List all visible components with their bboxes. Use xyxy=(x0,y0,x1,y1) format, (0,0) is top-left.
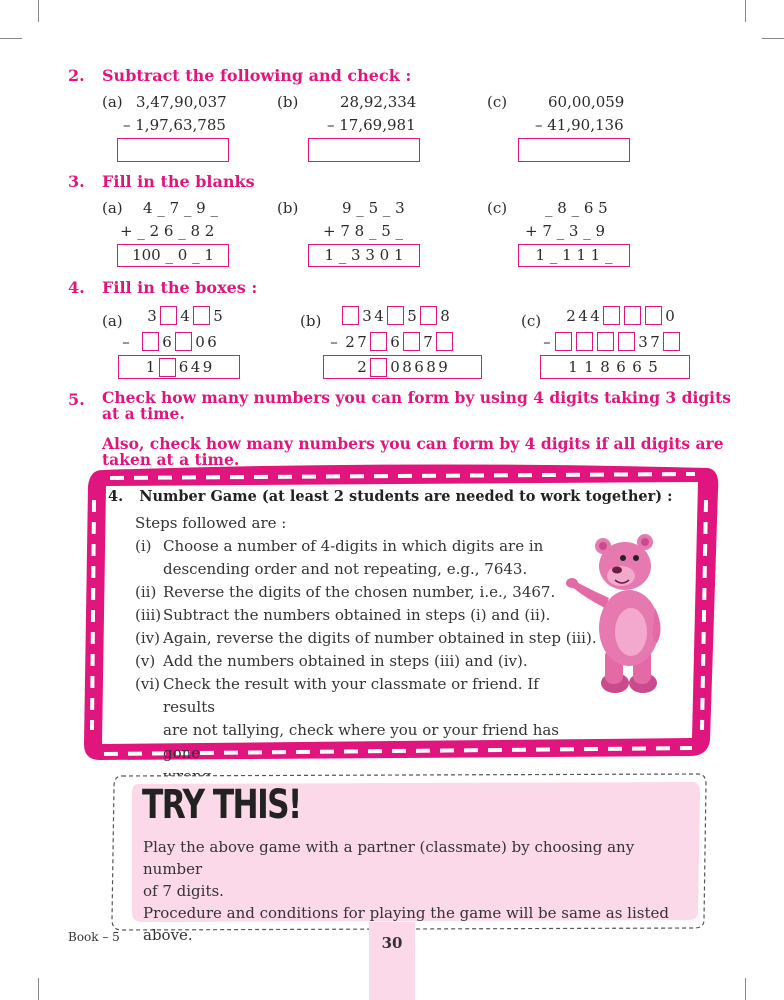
digit: 0 xyxy=(390,358,400,376)
item-label: (a) xyxy=(102,93,123,111)
step-label: (v) xyxy=(135,652,156,670)
addend-top: 4 _ 7 _ 9 _ xyxy=(143,199,218,217)
blank-box[interactable] xyxy=(160,306,177,325)
step-item xyxy=(135,650,585,673)
blank-box[interactable] xyxy=(624,306,641,325)
digit: 6 xyxy=(616,358,630,376)
try-this-line: Procedure and conditions for playing the game will be same as listed xyxy=(143,904,669,922)
blank-box[interactable] xyxy=(436,332,453,351)
question-line: at a time. xyxy=(102,404,185,423)
step-item xyxy=(135,627,597,650)
question-line: Also, check how many numbers you can form by 4 digits if all digits are xyxy=(102,434,724,453)
blank-box[interactable] xyxy=(597,332,614,351)
digit: 9 xyxy=(202,358,213,376)
step-item xyxy=(135,535,585,581)
digit: 2 xyxy=(566,306,576,325)
step-label: (vi) xyxy=(135,675,160,693)
crop-mark xyxy=(38,0,39,22)
item-label: (c) xyxy=(521,312,542,330)
pink-bear-illustration xyxy=(565,528,675,698)
question-title: Fill in the blanks xyxy=(102,172,255,191)
answer-box[interactable] xyxy=(518,138,630,162)
minus-sign: – xyxy=(122,332,130,351)
digit: 6 xyxy=(390,332,400,351)
digit: 7 xyxy=(357,332,367,351)
result-box xyxy=(323,355,482,379)
blank-box[interactable] xyxy=(403,332,420,351)
question-text xyxy=(102,390,731,468)
mid-row xyxy=(541,332,682,351)
blank-box[interactable] xyxy=(387,306,404,325)
digit: 6 xyxy=(414,358,424,376)
step-label: (iii) xyxy=(135,606,162,624)
item-label: (b) xyxy=(277,199,299,217)
blank-box[interactable] xyxy=(142,332,159,351)
step-text: Add the numbers obtained in steps (iii) and (iv). xyxy=(163,652,528,670)
digit: 9 xyxy=(438,358,448,376)
digit: 4 xyxy=(190,358,201,376)
digit: 2 xyxy=(345,332,355,351)
digit: 3 xyxy=(638,332,648,351)
addend-bottom: + 7 8 _ 5 _ xyxy=(323,222,404,240)
step-text: descending order and not repeating, e.g., 7643. xyxy=(163,560,528,578)
blank-box[interactable] xyxy=(193,306,210,325)
crop-mark xyxy=(762,38,784,39)
blank-box[interactable] xyxy=(603,306,620,325)
addend-top: _ 8 _ 6 5 xyxy=(545,199,608,217)
question-number: 4. xyxy=(68,278,85,297)
top-row xyxy=(340,306,451,325)
game-title: Number Game (at least 2 students are needed to work together) : xyxy=(139,488,673,505)
item-label: (c) xyxy=(487,93,508,111)
digit: 1 xyxy=(568,358,582,376)
minuend: 60,00,059 xyxy=(548,93,625,111)
answer-box[interactable] xyxy=(117,138,229,162)
mid-row xyxy=(328,332,455,351)
game-number: 4. xyxy=(108,488,124,505)
blank-box[interactable] xyxy=(420,306,437,325)
question-line: taken at a time. xyxy=(102,450,240,469)
game-heading xyxy=(108,488,673,505)
crop-mark xyxy=(38,978,39,1000)
question-title: Subtract the following and check : xyxy=(102,66,412,85)
item-label: (b) xyxy=(300,312,322,330)
item-label: (b) xyxy=(277,93,299,111)
digit: 7 xyxy=(650,332,660,351)
game-intro: Steps followed are : xyxy=(135,514,287,532)
crop-mark xyxy=(0,38,22,39)
minuend: 28,92,334 xyxy=(340,93,417,111)
addend-bottom: + _ 2 6 _ 8 2 xyxy=(120,222,215,240)
result-box[interactable]: 1 _ 3 3 0 1 xyxy=(308,244,420,267)
mid-row xyxy=(120,332,218,351)
blank-box[interactable] xyxy=(159,358,176,377)
try-this-line: above. xyxy=(143,926,193,944)
blank-box[interactable] xyxy=(645,306,662,325)
blank-box[interactable] xyxy=(576,332,593,351)
digit: 8 xyxy=(440,306,450,325)
digit: 5 xyxy=(648,358,662,376)
result-box xyxy=(540,355,690,379)
digit: 6 xyxy=(632,358,646,376)
minus-sign: – xyxy=(543,332,551,351)
minus-sign: – xyxy=(330,332,338,351)
item-label: (a) xyxy=(102,312,123,330)
blank-box[interactable] xyxy=(663,332,680,351)
answer-box[interactable] xyxy=(308,138,420,162)
crop-mark xyxy=(745,0,746,22)
digit: 8 xyxy=(600,358,614,376)
digit: 8 xyxy=(426,358,436,376)
step-text: are not tallying, check where you or your friend has gone xyxy=(163,721,560,762)
step-label: (iv) xyxy=(135,629,160,647)
digit: 3 xyxy=(147,306,157,325)
digit: 0 xyxy=(665,306,675,325)
digit: 2 xyxy=(357,358,367,376)
digit: 0 xyxy=(195,332,205,351)
digit: 1 xyxy=(584,358,598,376)
try-this-line: Play the above game with a partner (classmate) by choosing any number xyxy=(143,838,635,878)
digit: 6 xyxy=(178,358,189,376)
page-number: 30 xyxy=(381,934,403,952)
digit: 5 xyxy=(213,306,223,325)
blank-box[interactable] xyxy=(342,306,359,325)
step-item xyxy=(135,581,585,604)
blank-box[interactable] xyxy=(370,332,387,351)
try-this-line: of 7 digits. xyxy=(143,882,224,900)
digit: 7 xyxy=(423,332,433,351)
step-label: (ii) xyxy=(135,583,157,601)
subtrahend: – 17,69,981 xyxy=(327,116,416,134)
step-text: Reverse the digits of the chosen number, i.e., 3467. xyxy=(163,583,556,601)
item-label: (a) xyxy=(102,199,123,217)
digit: 3 xyxy=(362,306,372,325)
step-text: Choose a number of 4-digits in which digits are in xyxy=(163,537,544,555)
result-box[interactable]: 1 _ 1 1 1 _ xyxy=(518,244,630,267)
step-item xyxy=(135,604,585,627)
question-number: 3. xyxy=(68,172,85,191)
digit: 6 xyxy=(207,332,217,351)
item-label: (c) xyxy=(487,199,508,217)
digit: 5 xyxy=(407,306,417,325)
question-number: 2. xyxy=(68,66,85,85)
blank-box[interactable] xyxy=(175,332,192,351)
step-label: (i) xyxy=(135,537,152,555)
digit: 8 xyxy=(402,358,412,376)
digit: 4 xyxy=(590,306,600,325)
question-title: Fill in the boxes : xyxy=(102,278,258,297)
blank-box[interactable] xyxy=(370,358,387,377)
digit: 4 xyxy=(180,306,190,325)
top-row xyxy=(146,306,224,325)
blank-box[interactable] xyxy=(555,332,572,351)
try-this-body xyxy=(143,836,693,946)
question-line: Check how many numbers you can form by using 4 digits taking 3 digits xyxy=(102,388,731,407)
result-box[interactable]: 100 _ 0 _ 1 xyxy=(117,244,229,267)
digit: 4 xyxy=(374,306,384,325)
digit: 6 xyxy=(162,332,172,351)
book-label: Book – 5 xyxy=(68,930,120,944)
top-row xyxy=(565,306,676,325)
try-this-heading: TRY THIS! xyxy=(142,782,301,828)
game-steps xyxy=(135,535,597,788)
step-text: Subtract the numbers obtained in steps (i) and (ii). xyxy=(163,606,551,624)
question-number: 5. xyxy=(68,390,85,409)
subtrahend: – 41,90,136 xyxy=(535,116,624,134)
step-text: Check the result with your classmate or friend. If results xyxy=(163,675,539,716)
step-text: Again, reverse the digits of number obtained in step (iii). xyxy=(163,629,597,647)
subtrahend: – 1,97,63,785 xyxy=(123,116,226,134)
blank-box[interactable] xyxy=(618,332,635,351)
crop-mark xyxy=(745,978,746,1000)
digit: 1 xyxy=(145,358,156,376)
result-box xyxy=(118,355,240,379)
addend-top: 9 _ 5 _ 3 xyxy=(342,199,405,217)
addend-bottom: + 7 _ 3 _ 9 xyxy=(525,222,606,240)
digit: 4 xyxy=(578,306,588,325)
minuend: 3,47,90,037 xyxy=(136,93,227,111)
